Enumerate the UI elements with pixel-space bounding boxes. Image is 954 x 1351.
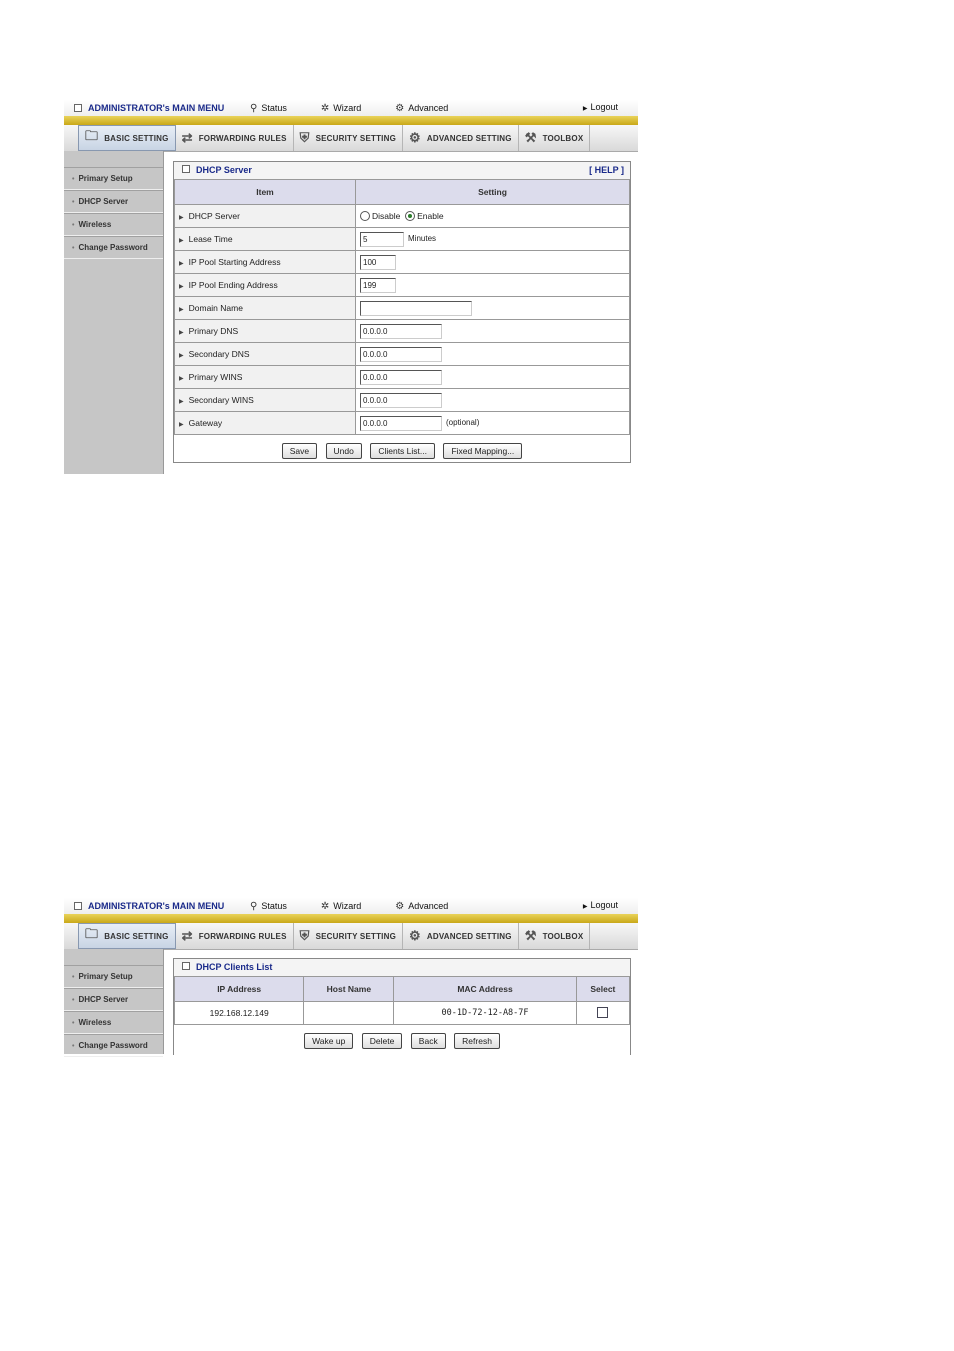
row-setting [356, 297, 630, 320]
tab-forwarding-label: FORWARDING RULES [198, 931, 287, 941]
lease-unit-label: Minutes [408, 234, 437, 244]
sidebar-item-label: Primary Setup [78, 972, 133, 981]
tab-basic-setting[interactable] [78, 923, 176, 949]
status-icon: ⚲ [250, 900, 258, 912]
select-checkbox[interactable] [597, 1007, 608, 1018]
advanced-link[interactable] [395, 901, 448, 912]
domain-name-input[interactable] [360, 301, 472, 316]
row-label-text: Primary WINS [188, 372, 243, 382]
secondary-dns-input[interactable]: 0.0.0.0 [360, 347, 442, 362]
pool-end-input[interactable]: 199 [360, 278, 396, 293]
tab-toolbox-label: TOOLBOX [542, 133, 584, 143]
yellow-divider [64, 116, 638, 125]
primary-wins-input[interactable]: 0.0.0.0 [360, 370, 442, 385]
security-icon: ⛨ [299, 130, 310, 145]
triangle-right-icon: ▶ [582, 106, 588, 112]
tab-toolbox[interactable] [519, 923, 591, 949]
panel-title-text: DHCP Server [196, 165, 252, 175]
status-label: Status [261, 901, 287, 911]
dhcp-clients-panel [173, 958, 631, 1055]
wizard-icon: ✲ [320, 900, 330, 912]
wizard-link[interactable] [321, 901, 361, 912]
sidebar-item-change-password[interactable] [64, 1034, 163, 1057]
sidebar-item-primary-setup[interactable] [64, 167, 163, 190]
bullet-icon: • [72, 974, 75, 981]
forwarding-icon: ⇄ [181, 928, 193, 943]
bullet-icon: • [72, 1020, 75, 1027]
tab-security-label: SECURITY SETTING [315, 133, 396, 143]
wizard-link[interactable] [321, 103, 361, 114]
advanced-link[interactable] [395, 103, 448, 114]
triangle-right-icon: ▶ [179, 215, 184, 221]
triangle-right-icon: ▶ [179, 261, 184, 267]
tab-forwarding-label: FORWARDING RULES [198, 133, 287, 143]
folder-icon: 🗀 [85, 128, 99, 143]
triangle-right-icon: ▶ [179, 330, 184, 336]
refresh-button[interactable]: Refresh [454, 1033, 500, 1049]
table-row [175, 1002, 630, 1025]
tab-advanced-label: ADVANCED SETTING [426, 133, 512, 143]
triangle-right-icon: ▶ [179, 238, 184, 244]
advanced-setting-icon: ⚙ [409, 130, 421, 145]
dhcp-settings-table [174, 180, 630, 435]
gateway-input[interactable]: 0.0.0.0 [360, 416, 442, 431]
advanced-icon: ⚙ [395, 102, 405, 114]
triangle-right-icon: ▶ [179, 376, 184, 382]
wizard-label: Wizard [333, 103, 362, 113]
pool-start-input[interactable]: 100 [360, 255, 396, 270]
row-label-text: Domain Name [188, 303, 243, 313]
row-setting [356, 412, 630, 435]
dhcp-server-screen [64, 100, 638, 474]
logout-label: Logout [590, 102, 618, 112]
gateway-optional-label: (optional) [446, 418, 480, 428]
sidebar-item-wireless[interactable] [64, 1011, 163, 1034]
admin-menu-label: ADMINISTRATOR's MAIN MENU [88, 901, 225, 911]
enable-radio-label: Enable [417, 210, 444, 221]
triangle-right-icon: ▶ [582, 904, 588, 910]
column-header-item: Item [175, 180, 356, 205]
panel-title-text: DHCP Clients List [196, 962, 273, 972]
table-row [175, 366, 630, 389]
row-label [175, 320, 356, 343]
sidebar-item-label: Wireless [78, 1018, 112, 1027]
tab-advanced-setting[interactable] [403, 125, 519, 151]
triangle-right-icon: ▶ [179, 284, 184, 290]
tab-security-label: SECURITY SETTING [315, 931, 396, 941]
button-row [174, 1025, 630, 1049]
column-header-select: Select [576, 977, 629, 1002]
sidebar-item-dhcp-server[interactable] [64, 190, 163, 213]
sidebar-item-change-password[interactable] [64, 236, 163, 259]
client-host-cell [304, 1002, 394, 1025]
wake-up-button[interactable]: Wake up [304, 1033, 353, 1049]
secondary-wins-input[interactable]: 0.0.0.0 [360, 393, 442, 408]
row-setting [356, 205, 630, 228]
row-setting [356, 366, 630, 389]
table-row [175, 389, 630, 412]
sidebar-item-primary-setup[interactable] [64, 965, 163, 988]
table-row [175, 274, 630, 297]
tab-forwarding-rules[interactable] [176, 923, 294, 949]
tab-advanced-setting[interactable] [403, 923, 519, 949]
sidebar-item-wireless[interactable] [64, 213, 163, 236]
wizard-label: Wizard [333, 901, 362, 911]
disable-radio-label: Disable [372, 210, 401, 221]
table-row [175, 320, 630, 343]
top-menu-bar [64, 100, 638, 116]
wizard-icon: ✲ [320, 102, 330, 114]
row-label-text: IP Pool Ending Address [188, 280, 278, 290]
row-label [175, 274, 356, 297]
triangle-right-icon: ▶ [179, 399, 184, 405]
tab-basic-label: BASIC SETTING [104, 931, 169, 941]
clients-table [174, 977, 630, 1025]
triangle-right-icon: ▶ [179, 307, 184, 313]
panel-title [174, 959, 630, 977]
client-select-cell [576, 1002, 629, 1025]
sidebar-item-label: Primary Setup [78, 174, 133, 183]
bullet-icon: • [72, 176, 75, 183]
admin-main-menu-link[interactable] [64, 103, 250, 113]
dhcp-server-panel [173, 161, 631, 463]
sidebar [64, 949, 164, 1054]
table-header-row [175, 180, 630, 205]
table-header-row [175, 977, 630, 1002]
row-setting [356, 343, 630, 366]
sidebar-spacer [64, 151, 163, 167]
disable-radio[interactable] [360, 211, 370, 221]
bullet-icon: • [72, 245, 75, 252]
triangle-right-icon: ▶ [179, 353, 184, 359]
dhcp-clients-screen [64, 898, 638, 1054]
bullet-icon: • [72, 222, 75, 229]
square-bullet-icon [182, 962, 190, 970]
advanced-label: Advanced [408, 103, 449, 113]
logout-link[interactable] [583, 102, 618, 112]
row-setting [356, 251, 630, 274]
advanced-setting-icon: ⚙ [409, 928, 421, 943]
row-label [175, 389, 356, 412]
enable-radio[interactable] [405, 211, 415, 221]
square-bullet-icon [74, 104, 82, 112]
forwarding-icon: ⇄ [181, 130, 193, 145]
main-tabs [64, 125, 638, 152]
sidebar-item-label: Change Password [78, 243, 148, 252]
row-setting [356, 228, 630, 251]
sidebar-item-label: Change Password [78, 1041, 148, 1050]
advanced-icon: ⚙ [395, 900, 405, 912]
column-header-mac: MAC Address [394, 977, 576, 1002]
client-ip-cell: 192.168.12.149 [175, 1002, 304, 1025]
fixed-mapping-button[interactable]: Fixed Mapping... [443, 443, 522, 459]
row-label [175, 366, 356, 389]
security-icon: ⛨ [299, 928, 310, 943]
sidebar [64, 151, 164, 474]
row-setting [356, 389, 630, 412]
row-label-text: Secondary DNS [188, 349, 250, 359]
row-label-text: DHCP Server [188, 211, 240, 221]
bullet-icon: • [72, 199, 75, 206]
row-label [175, 412, 356, 435]
back-button[interactable]: Back [411, 1033, 446, 1049]
sidebar-item-dhcp-server[interactable] [64, 988, 163, 1011]
row-label-text: Lease Time [188, 234, 233, 244]
column-header-setting: Setting [356, 180, 630, 205]
folder-icon: 🗀 [85, 926, 99, 941]
row-label-text: IP Pool Starting Address [188, 257, 281, 267]
tab-toolbox-label: TOOLBOX [542, 931, 584, 941]
square-bullet-icon [182, 165, 190, 173]
sidebar-item-label: DHCP Server [78, 995, 129, 1004]
status-link[interactable] [250, 103, 287, 114]
top-menu-bar [64, 898, 638, 914]
sidebar-item-label: DHCP Server [78, 197, 129, 206]
row-label [175, 343, 356, 366]
tab-toolbox[interactable] [519, 125, 591, 151]
table-row [175, 412, 630, 435]
toolbox-icon: ⚒ [524, 928, 537, 943]
yellow-divider [64, 914, 638, 923]
bullet-icon: • [72, 997, 75, 1004]
tab-security-setting[interactable] [294, 125, 403, 151]
row-setting [356, 320, 630, 343]
undo-button[interactable]: Undo [326, 443, 362, 459]
button-row [174, 435, 630, 459]
admin-menu-label: ADMINISTRATOR's MAIN MENU [88, 103, 225, 113]
help-link[interactable]: [ HELP ] [589, 165, 624, 175]
sidebar-spacer [64, 949, 163, 965]
row-label-text: Primary DNS [188, 326, 239, 336]
table-row [175, 251, 630, 274]
column-header-host: Host Name [304, 977, 394, 1002]
sidebar-item-label: Wireless [78, 220, 112, 229]
table-row [175, 343, 630, 366]
advanced-label: Advanced [408, 901, 449, 911]
triangle-right-icon: ▶ [179, 422, 184, 428]
delete-button[interactable]: Delete [362, 1033, 403, 1049]
table-row [175, 228, 630, 251]
panel-title [174, 162, 630, 180]
column-header-ip: IP Address [175, 977, 304, 1002]
client-mac-cell: 00-1D-72-12-A8-7F [394, 1002, 576, 1025]
tab-advanced-label: ADVANCED SETTING [426, 931, 512, 941]
square-bullet-icon [74, 902, 82, 910]
lease-time-input[interactable]: 5 [360, 232, 404, 247]
tab-forwarding-rules[interactable] [176, 125, 294, 151]
admin-main-menu-link[interactable] [64, 901, 250, 911]
row-label [175, 251, 356, 274]
bullet-icon: • [72, 1043, 75, 1050]
save-button[interactable]: Save [282, 443, 317, 459]
tab-basic-label: BASIC SETTING [104, 133, 169, 143]
tab-basic-setting[interactable] [78, 125, 176, 151]
table-row [175, 205, 630, 228]
row-label [175, 228, 356, 251]
row-label [175, 205, 356, 228]
logout-label: Logout [590, 900, 618, 910]
main-tabs [64, 923, 638, 950]
row-label-text: Secondary WINS [188, 395, 254, 405]
status-icon: ⚲ [250, 102, 258, 114]
status-label: Status [261, 103, 287, 113]
toolbox-icon: ⚒ [524, 130, 537, 145]
tab-security-setting[interactable] [294, 923, 403, 949]
logout-link[interactable] [583, 900, 618, 910]
row-label-text: Gateway [188, 418, 223, 428]
row-setting [356, 274, 630, 297]
row-label [175, 297, 356, 320]
table-row [175, 297, 630, 320]
primary-dns-input[interactable]: 0.0.0.0 [360, 324, 442, 339]
status-link[interactable] [250, 901, 287, 912]
clients-list-button[interactable]: Clients List... [370, 443, 435, 459]
